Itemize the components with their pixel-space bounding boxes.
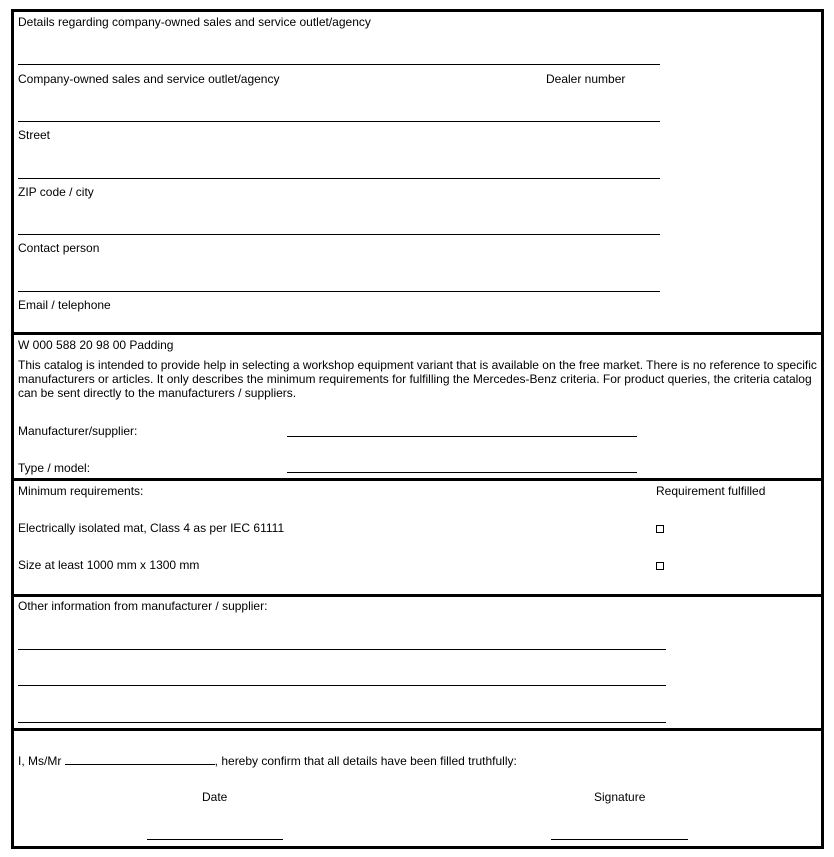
signature-field[interactable] bbox=[551, 839, 688, 840]
confirmation-text-after: , hereby confirm that all details have been filled truthfully: bbox=[214, 754, 517, 768]
requirement-item: Electrically isolated mat, Class 4 as per IEC 61111 bbox=[18, 521, 285, 535]
section-divider bbox=[11, 728, 824, 731]
type-model-label: Type / model: bbox=[18, 461, 91, 475]
manufacturer-field[interactable] bbox=[287, 436, 637, 437]
section-divider bbox=[11, 478, 824, 481]
type-model-field[interactable] bbox=[287, 472, 637, 473]
section-divider bbox=[11, 594, 824, 597]
outlet-name-label: Company-owned sales and service outlet/agency bbox=[18, 72, 280, 86]
other-info-heading: Other information from manufacturer / supplier: bbox=[18, 599, 268, 613]
email-telephone-label: Email / telephone bbox=[18, 298, 111, 312]
manufacturer-label: Manufacturer/supplier: bbox=[18, 424, 138, 438]
other-info-line[interactable] bbox=[18, 685, 666, 686]
outlet-section-heading: Details regarding company-owned sales and service outlet/agency bbox=[18, 15, 371, 29]
zip-city-field[interactable] bbox=[18, 178, 660, 179]
requirement-checkbox[interactable] bbox=[656, 562, 664, 570]
confirmation-text-before: I, Ms/Mr bbox=[18, 754, 62, 768]
contact-person-field[interactable] bbox=[18, 234, 660, 235]
email-telephone-field[interactable] bbox=[18, 291, 660, 292]
name-blank-field[interactable] bbox=[65, 753, 215, 765]
date-field[interactable] bbox=[147, 839, 283, 840]
catalog-description: This catalog is intended to provide help in selecting a workshop equipment variant that is available on the free market. There is no reference to specific manufacturers or articles. It only describes the minimum requirements for fulfilling the Mercedes-Benz criteria. For product queries, the criteria catalog can be sent directly to the manufacturers / suppliers. bbox=[18, 358, 817, 400]
requirement-checkbox[interactable] bbox=[656, 525, 664, 533]
confirmation-statement bbox=[18, 753, 517, 768]
part-title: W 000 588 20 98 00 Padding bbox=[18, 338, 174, 352]
requirements-heading: Minimum requirements: bbox=[18, 484, 144, 498]
street-field[interactable] bbox=[18, 121, 660, 122]
zip-city-label: ZIP code / city bbox=[18, 185, 94, 199]
requirement-item: Size at least 1000 mm x 1300 mm bbox=[18, 558, 200, 572]
other-info-line[interactable] bbox=[18, 722, 666, 723]
section-divider bbox=[11, 332, 824, 335]
date-label: Date bbox=[202, 790, 228, 804]
contact-person-label: Contact person bbox=[18, 241, 100, 255]
other-info-line[interactable] bbox=[18, 649, 666, 650]
dealer-number-label: Dealer number bbox=[546, 72, 626, 86]
fulfilled-heading: Requirement fulfilled bbox=[656, 484, 766, 498]
outlet-name-field[interactable] bbox=[18, 64, 660, 65]
signature-label: Signature bbox=[594, 790, 646, 804]
street-label: Street bbox=[18, 128, 51, 142]
